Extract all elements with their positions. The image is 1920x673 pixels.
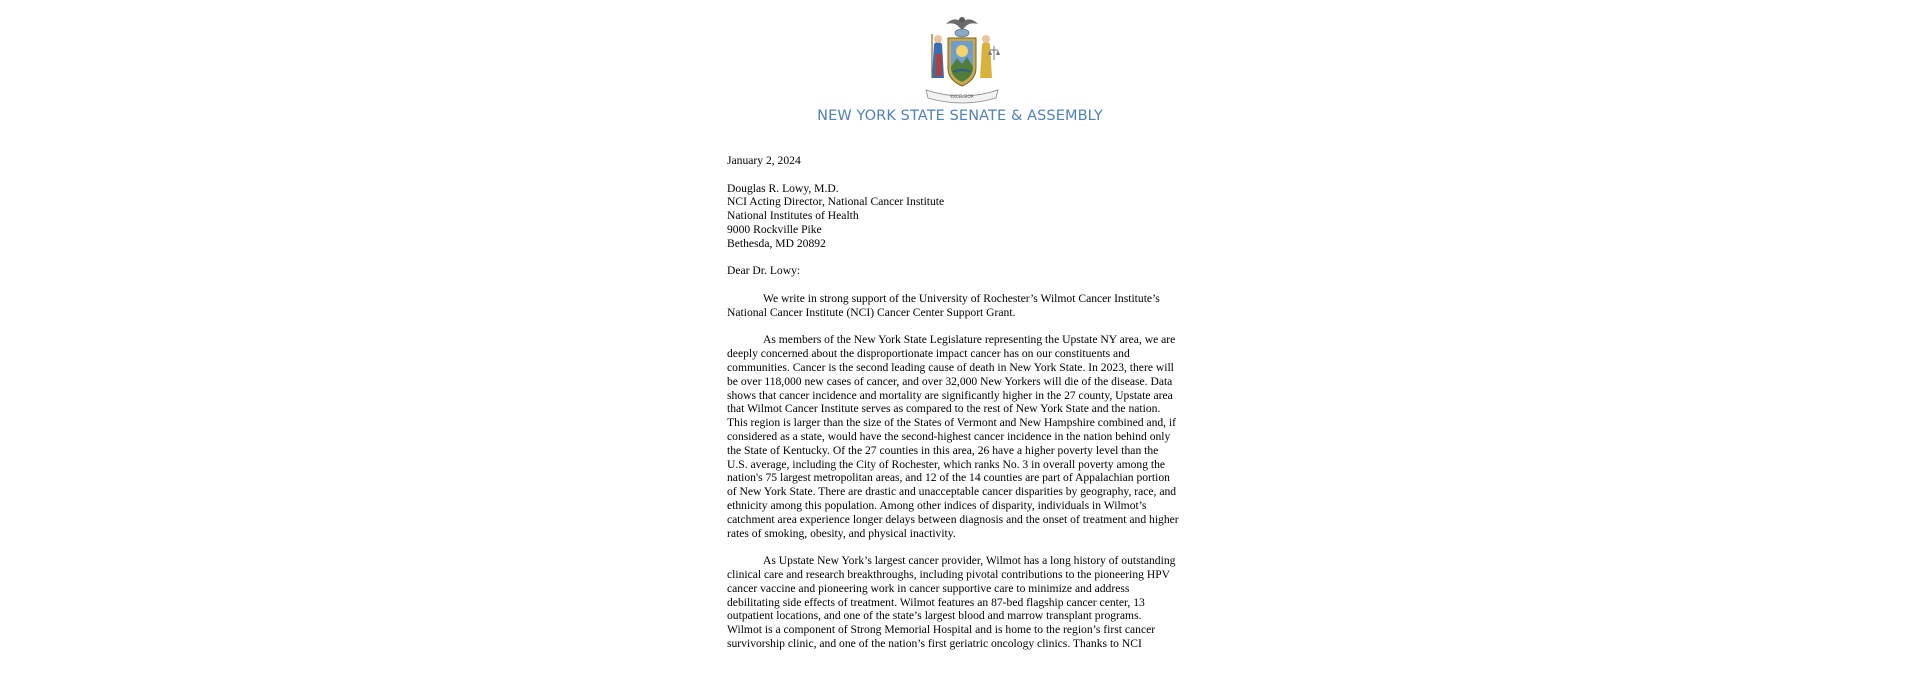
seal-motto: EXCELSIOR [950, 94, 974, 99]
paragraph-line: We write in strong support of the University of Rochester’s Wilmot Cancer Institute’s [763, 291, 1160, 305]
paragraph-line: of New York State. There are drastic and unacceptable cancer disparities by geography, race, and [727, 485, 1177, 499]
paragraph-line: U.S. average, including the City of Rochester, which ranks No. 3 in overall poverty among the [727, 457, 1166, 471]
paragraph-line: nation's 75 largest metropolitan areas, and 12 of the 14 counties are part of Appalachian portion [727, 471, 1170, 485]
paragraph-line: communities. Cancer is the second leading cause of death in New York State. In 2023, there will [727, 360, 1174, 374]
paragraph-line: be over 118,000 new cases of cancer, and over 32,000 New Yorkers will die of the disease. Data [727, 374, 1173, 388]
state-seal-icon [912, 10, 1012, 106]
recipient-line: Bethesda, MD 20892 [727, 236, 826, 250]
paragraph-line: that Wilmot Cancer Institute serves as compared to the rest of New York State and the nation. [727, 402, 1161, 416]
salutation: Dear Dr. Lowy: [727, 264, 801, 278]
letter-body [727, 154, 1197, 664]
paragraph-line: survivorship clinic, and one of the nation’s first geriatric oncology clinics. Thanks to NCI [727, 636, 1142, 650]
letterhead-title: NEW YORK STATE SENATE & ASSEMBLY [817, 108, 1103, 124]
paragraph-line: shows that cancer incidence and mortality are significantly higher in the 27 county, Upstate area [727, 388, 1173, 402]
paragraph-line: deeply concerned about the disproportionate impact cancer has on our constituents and [727, 347, 1130, 361]
recipient-line: 9000 Rockville Pike [727, 222, 822, 236]
paragraph-line: ethnicity among this population. Among other indices of disparity, individuals in Wilmot’s [727, 498, 1147, 512]
recipient-line: NCI Acting Director, National Cancer Institute [727, 195, 945, 209]
letter-date: January 2, 2024 [727, 154, 801, 167]
paragraph [727, 292, 1197, 320]
paragraph-line: debilitating side effects of treatment. Wilmot features an 87-bed flagship cancer center, 13 [727, 595, 1145, 609]
paragraph-line: outpatient locations, and one of the state’s largest blood and marrow transplant programs. [727, 609, 1142, 623]
paragraph-line: As Upstate New York’s largest cancer provider, Wilmot has a long history of outstanding [763, 554, 1176, 568]
paragraph-line: clinical care and research breakthroughs, including pivotal contributions to the pioneering HPV [727, 567, 1171, 581]
paragraph-line: cancer vaccine and pioneering work in cancer supportive care to minimize and address [727, 581, 1130, 595]
paragraph [727, 333, 1197, 540]
paragraph-line: the State of Kentucky. Of the 27 counties in this area, 26 have a higher poverty level than the [727, 443, 1159, 457]
recipient-address [727, 182, 1197, 251]
paragraph-line: This region is larger than the size of the States of Vermont and New Hampshire combined and, if [727, 416, 1177, 430]
paragraph-line: Wilmot is a component of Strong Memorial Hospital and is home to the region’s first cancer [727, 623, 1156, 637]
paragraph-line: As members of the New York State Legislature representing the Upstate NY area, we are [763, 333, 1176, 347]
recipient-line: Douglas R. Lowy, M.D. [727, 181, 839, 195]
paragraph-line: National Cancer Institute (NCI) Cancer Center Support Grant. [727, 305, 1016, 319]
paragraph-line: considered as a state, would have the second-highest cancer incidence in the nation behind only [727, 429, 1171, 443]
paragraph [727, 554, 1197, 651]
recipient-line: National Institutes of Health [727, 209, 859, 223]
paragraph-line: rates of smoking, obesity, and physical inactivity. [727, 526, 956, 540]
paragraph-line: catchment area experience longer delays between diagnosis and the onset of treatment and higher [727, 512, 1179, 526]
